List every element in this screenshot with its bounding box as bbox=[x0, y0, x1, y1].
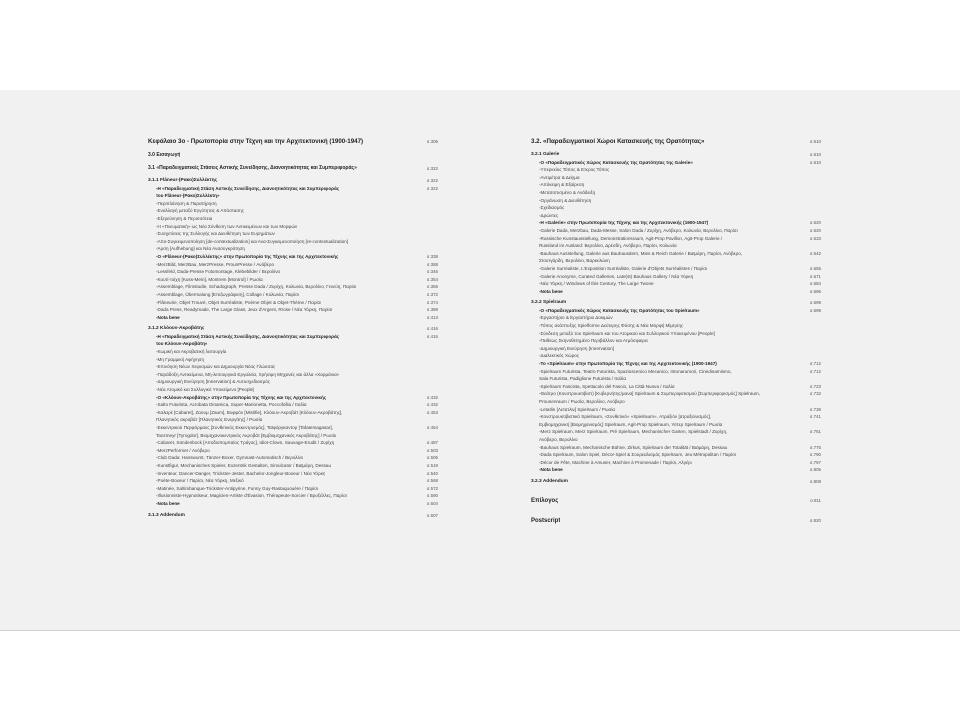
toc-page-number: σ.696 bbox=[809, 288, 821, 294]
toc-entry bbox=[531, 398, 821, 406]
toc-entry-title: -Εξερεύνηση & Περισσότεια bbox=[156, 215, 213, 221]
toc-entry-title: -Russische Kunstausstellung, Demonstrationsraum, Agit-Prop Pavillon, Agit-Prop Galerie / bbox=[539, 235, 723, 241]
toc-entry bbox=[531, 322, 821, 330]
toc-entry bbox=[148, 371, 438, 379]
toc-entry-title: -Nota bene bbox=[156, 314, 180, 320]
toc-entry-title: -MerzPerformer / Ανόβερο bbox=[156, 447, 210, 453]
toc-entry bbox=[148, 470, 438, 478]
toc-entry bbox=[531, 235, 821, 243]
toc-page-number: σ.712 bbox=[809, 368, 821, 374]
toc-entry-title: -Merz Spielraum, Merz Spielraum, Pré Spielraum, Mechanischer Garten, Spielstadt / Ζυρίχη, bbox=[539, 429, 728, 435]
toc-entry-title: 3.2. «Παραδειγματικοί Χώροι Κατασκευής της Ορατότητας» bbox=[531, 138, 705, 145]
toc-entry bbox=[531, 330, 821, 338]
toc-entry-title: -Εκκεντρικού Περφόρμανς [Συνθετικός Εκκεντρισμός], Ταϊφόργκαντορ [Tafatemagasar], bbox=[156, 425, 333, 430]
toc-entry bbox=[148, 215, 438, 223]
toc-entry-title: -Κωμική και Ακροβατική λειτουργία bbox=[156, 349, 227, 355]
toc-entry-title: Postscript bbox=[531, 517, 561, 524]
toc-entry-title: -Ο «Παραδειγματικός Χώρος Κατασκευής της Ορατότητας του Spielraum» bbox=[539, 307, 700, 313]
toc-entry bbox=[531, 174, 821, 182]
toc-entry-title: -Επινόηση Νέων Χειρισμών και Δημιουργία Νέας Γλώσσας bbox=[156, 364, 276, 370]
toc-entry-title: -Nota bene bbox=[539, 467, 563, 473]
toc-entry bbox=[148, 454, 438, 462]
toc-entry-title: -Galerie Anonyme, Curated Galleries, Late(st) Bauhaus Gallery / Νέα Υόρκη bbox=[539, 273, 694, 279]
toc-page-number: σ.607 bbox=[426, 512, 438, 518]
toc-page-number: σ.354 bbox=[426, 276, 438, 282]
toc-entry bbox=[531, 413, 821, 421]
toc-entry bbox=[531, 257, 821, 265]
toc-entry-heading bbox=[531, 466, 821, 474]
toc-entry bbox=[148, 363, 438, 371]
toc-entry bbox=[148, 447, 438, 455]
toc-page-number: σ.820 bbox=[809, 517, 821, 523]
toc-entry-title: -Η «Πνευματική» ως Νέα Σύνθεση των Αντικειμένων και των Μορφών bbox=[156, 223, 298, 229]
toc-entry bbox=[531, 242, 821, 250]
toc-page-number: σ.366 bbox=[426, 284, 438, 290]
toc-entry bbox=[531, 383, 821, 391]
toc-entry-title: -Μη Γραμμική Αφήγηση bbox=[156, 356, 205, 362]
toc-entry-title: Επίλογος bbox=[531, 497, 559, 504]
toc-page-number: σ.590 bbox=[426, 493, 438, 499]
toc-entry bbox=[531, 189, 821, 197]
toc-entry bbox=[148, 207, 438, 215]
toc-page-number: σ.797 bbox=[809, 459, 821, 465]
toc-entry bbox=[148, 299, 438, 307]
toc-page-number: σ.416 bbox=[426, 333, 438, 339]
toc-page-number: σ.732 bbox=[809, 391, 821, 397]
toc-entry bbox=[531, 337, 821, 345]
toc-entry-heading bbox=[531, 219, 821, 227]
toc-entry bbox=[531, 273, 821, 281]
toc-entry-title: Sala Futurista, Padiglione Futurista / Ιταλία bbox=[539, 376, 626, 382]
toc-entry-title: -Εργαστήριο & Εργαστήριο Δοκιμών bbox=[539, 315, 613, 321]
toc-entry bbox=[148, 306, 438, 314]
toc-entry bbox=[531, 204, 821, 212]
toc-page-number: σ.464 bbox=[426, 425, 438, 430]
toc-entry-title: -Poète-Boxeur / Παρίσι, Νέα Υόρκη, Μεξικό bbox=[156, 478, 244, 484]
toc-entry-title: -Πειθεως Σκηνοθετημένο Περιβάλλον και Ατμόσφαιρα bbox=[539, 338, 648, 344]
toc-subsection bbox=[148, 325, 438, 333]
toc-entry-title: -Ο «Flâneur-(Ρακο)Συλλέκτης» στην Πρωτοπορία της Τέχνης και της Αρχιτεκτονικής bbox=[156, 253, 339, 259]
toc-entry-title: -Flâneurie, Objet Trouvé, Objet Surréaliste, Poème Objet & Objet-Thème / Παρίσι bbox=[156, 299, 322, 305]
toc-page-number: σ.712 bbox=[809, 361, 821, 367]
toc-entry-title: -Κουτί-τοίχη [Kuss-Mein], Montrem [Montrol] / Ρωσία bbox=[156, 276, 263, 282]
toc-entry-title: -Απο-Συγκειμενοποίηση [de-contextualization] και Ανα-Συγκειμενοποίηση [re-contextualization] bbox=[156, 238, 349, 244]
toc-entry-title: -Kunstfigur, Mechanisches Spieler, Exzentrik Gestalten, Simulcator / Βαϊμάρη, Dessau bbox=[156, 462, 331, 468]
toc-page-number: σ.761 bbox=[809, 429, 821, 435]
toc-entry-title: -MerzBild, MerzBau, MerzPresse, ProunPresse / Ανόβερο bbox=[156, 261, 275, 267]
toc-entry bbox=[148, 276, 438, 284]
toc-entry bbox=[531, 459, 821, 467]
toc-entry-heading bbox=[148, 333, 438, 341]
toc-page-number: σ.432 bbox=[426, 402, 438, 408]
toc-page-number: σ.610 bbox=[809, 152, 821, 157]
toc-entry-heading bbox=[148, 340, 438, 348]
toc-entry bbox=[148, 378, 438, 386]
toc-entry bbox=[531, 390, 821, 398]
toc-entry-title: -Η «Galerie» στην Πρωτοπορία της Τέχνης και της Αρχιτεκτονικής (1900-1947) bbox=[539, 220, 709, 226]
toc-entry-title: -Θεάτρο (Κονστρουκτιβιστ) [Κυβερνήτης/μανα] Spielraum & Συμπεριφοτισμού [Συμπεριφορισμός] Spielraum, bbox=[539, 391, 761, 397]
toc-entry bbox=[531, 444, 821, 452]
toc-entry-title: -Κονστρουκτιβιστικό Spielraum, «Συνθετικό» «Spielraum», Ατραξιόν [ατραξιονισμός], bbox=[539, 414, 712, 420]
toc-entry-title: -Νέα Υόρκη / Windows of this Century, The Large Twone bbox=[539, 281, 654, 287]
toc-page-number: σ.811 bbox=[810, 497, 821, 503]
toc-entry bbox=[531, 428, 821, 436]
toc-part-heading bbox=[531, 516, 821, 526]
toc-entry-title: -Spielraum Futurista, Teatro Futurista, Spazioscenico Mecanico, Intonarumori, Cinedinamismo, bbox=[539, 368, 732, 374]
toc-page-number: σ.432 bbox=[426, 394, 438, 400]
toc-entry-title: Prounenraum / Ρωσία, Βερολίνο, Ανόβερο bbox=[539, 399, 625, 404]
toc-entry-title: -Καλαρέ [Cabaret], Ζαουμ [Zaum], Βυφφόν [Mistifie], Κλόουν-Ακροβάτ [Κλόουν-Ακροβάτης], bbox=[156, 409, 343, 415]
toc-entry-title: -Lessfeld, Dada-Presse Fotomontage, Klebebilder / Βερολίνο bbox=[156, 269, 281, 275]
toc-entry bbox=[531, 406, 821, 414]
toc-entry bbox=[148, 401, 438, 409]
toc-entry bbox=[148, 348, 438, 356]
toc-entry-title: -Αντιμέτρα & Δείγμα bbox=[539, 174, 580, 180]
toc-entry-title: -Dada Press, Readymade, The Large Glass, Jeux d'Argent, Rrose / Νέα Υόρκη, Παρίσι bbox=[156, 307, 333, 313]
toc-entry-title: -Νέα Ατομικό και Συλλογικό Υποκείμενο [People] bbox=[156, 387, 255, 393]
toc-entry bbox=[531, 368, 821, 376]
toc-entry bbox=[148, 439, 438, 447]
toc-entry-title: -Περιπλάνηση & Παρατήρηση bbox=[156, 200, 217, 206]
toc-entry-title: -Assemblage, Filmstudie, Schadograph, Presse Dada / Ζυρίχη, Κολωνία, Βερολίνο, Γενεύη, Παρίσι bbox=[156, 284, 357, 290]
toc-entry bbox=[148, 238, 438, 246]
toc-entry-title: Ανόβερο, Βερολίνο bbox=[539, 436, 578, 442]
toc-entry-title: -Inventeur, Dancer-Danger, Trickster-Jester, Bachelor-Jongleur-Boxeur / Νέα Υόρκη bbox=[156, 470, 326, 476]
toc-entry-title: Στουτγάρδη, Βερολίνο, Βαρκελώνη bbox=[539, 258, 610, 264]
toc-chapter-heading bbox=[531, 136, 821, 147]
toc-entry-title: 3.1.3 Addendum bbox=[148, 512, 185, 518]
toc-entry bbox=[148, 356, 438, 364]
toc-entry bbox=[531, 181, 821, 189]
toc-entry bbox=[531, 280, 821, 288]
toc-entry-title: -Το «Spielraum» στην Πρωτοπορία της Τέχνης και της Αρχιτεκτονικής (1900-1947) bbox=[539, 361, 717, 367]
toc-entry bbox=[148, 477, 438, 485]
toc-entry bbox=[148, 261, 438, 269]
toc-entry bbox=[148, 424, 438, 432]
toc-part-heading bbox=[531, 496, 821, 506]
toc-page-number: σ.338 bbox=[426, 253, 438, 259]
toc-entry-title: -Συσχετίσεις της Συλλογής και Διευθέτηση των Ευρημάτων bbox=[156, 231, 275, 237]
toc-entry-title: -Υπερκείος Τόπος & Ετερος Τόπος bbox=[539, 167, 610, 173]
toc-entry bbox=[531, 375, 821, 383]
toc-right-column bbox=[531, 136, 821, 526]
toc-entry-title: -Διαλεκτικός Χώρος bbox=[539, 353, 580, 359]
toc-page-number: σ.699 bbox=[809, 300, 821, 306]
toc-page-number: σ.620 bbox=[809, 220, 821, 226]
toc-page-number: σ.739 bbox=[809, 406, 821, 412]
toc-subsection bbox=[148, 177, 438, 185]
toc-page-number: σ.503 bbox=[426, 447, 438, 453]
toc-entry bbox=[148, 291, 438, 299]
toc-entry bbox=[531, 166, 821, 174]
toc-entry bbox=[531, 265, 821, 273]
toc-entry-title: -Assemblage, Übermalung [Επιζωγράφιση], Collage / Κολωνία, Παρίσι bbox=[156, 291, 299, 297]
toc-entry-title: -Cabaret, Sündenbock [Αποδιοπομπαίος Τράγος], Idiot-Clown, Sauvage-Erudit / Ζυρίχη bbox=[156, 440, 335, 446]
toc-page-number: σ.723 bbox=[809, 383, 821, 389]
toc-subsection bbox=[531, 478, 821, 486]
toc-page-number: σ.519 bbox=[426, 462, 438, 468]
toc-page-number: σ.610 bbox=[809, 139, 821, 144]
toc-entry-heading bbox=[531, 288, 821, 296]
toc-page-number: σ.775 bbox=[809, 444, 821, 450]
toc-entry bbox=[531, 345, 821, 353]
toc-entry-title: -Παράδοξη Αντικείμενα, Μη-λειτουργικά Εργαλεία, Χρήσιμη Μηχανές και άλλα «Χαρμάνια» bbox=[156, 371, 340, 377]
toc-entry bbox=[148, 416, 438, 424]
toc-entry-title: 3.2.3 Addendum bbox=[531, 478, 568, 484]
toc-page-number: σ.322 bbox=[426, 166, 438, 171]
toc-entry-title: 3.2.1 Galerie bbox=[531, 152, 560, 157]
toc-entry bbox=[531, 197, 821, 205]
toc-page-number: σ.655 bbox=[809, 265, 821, 271]
toc-page-number: σ.808 bbox=[809, 478, 821, 484]
toc-entry-title: -Spielraum Fascista, Spettacolo del Fascio, La Città Nuova / Ιταλία bbox=[539, 383, 675, 389]
toc-entry-title: -Letatlin [Λετατλιν] Spielraum / Ρωσία bbox=[539, 406, 616, 412]
toc-entry bbox=[148, 432, 438, 440]
toc-entry-title: -Η «Παραδειγματική Στάση Αστικής Συνείδησης, Διανοητικότητας και Συμπεριφοράς bbox=[156, 333, 340, 339]
toc-entry bbox=[148, 283, 438, 291]
toc-entry-title: -Dada Spielraum, Salon Spiel, Décor-Spiel & Σουρεαλισμός Spielraum, Jeu Métropolitan / Παρίσι bbox=[539, 452, 736, 458]
toc-section bbox=[148, 151, 438, 160]
toc-entry bbox=[531, 250, 821, 258]
toc-subsection bbox=[148, 512, 438, 520]
toc-entry-title: -Οργάνωση & Διευθέτηση bbox=[539, 197, 592, 203]
toc-entry-title: -Club Dada: Hanswurst, Tänzer-Boxer, Gymnast-Automatisch / Βερολίνο bbox=[156, 455, 304, 461]
toc-entry-title: -Décor de Fête, Machine à Amuser, Machine à Promenade / Παρίσι, Αλγέρι bbox=[539, 459, 692, 465]
toc-page-number: σ.322 bbox=[426, 185, 438, 191]
toc-page-number: σ.506 bbox=[426, 455, 438, 461]
toc-entry-title: -Άρση [Aufhebung] και Νέα Ανασυγκρότηση bbox=[156, 246, 245, 252]
toc-page-number: σ.416 bbox=[426, 326, 438, 332]
toc-entry bbox=[148, 200, 438, 208]
toc-entry-title: Tanzmeyr [Tyrogdor], Βιομηχανοκεντρικός Ακροβάτ [Εμβιομηχανικός Ακροβάτης] / Ρωσία bbox=[156, 432, 337, 438]
document-page bbox=[0, 90, 960, 631]
toc-entry-heading bbox=[148, 192, 438, 200]
toc-entry bbox=[148, 462, 438, 470]
toc-entry-title: -Σχεδιασμός bbox=[539, 205, 565, 211]
toc-page-number: σ.305 bbox=[426, 139, 438, 144]
toc-entry bbox=[531, 314, 821, 322]
toc-page-number: σ.372 bbox=[426, 291, 438, 297]
toc-entry-title: -Η «Παραδειγματική Στάση Αστικής Συνείδησης, Διανοητικότητας και Συμπεριφοράς bbox=[156, 185, 340, 191]
toc-entry bbox=[531, 451, 821, 459]
toc-entry-title: του Flâneur-(Ρακο)Συλλέκτη» bbox=[156, 193, 220, 199]
toc-page-number: σ.805 bbox=[809, 467, 821, 473]
toc-entry-title: -Bauhaus Ausstellung, Galerie aus Bauhausdern, Mies & Reich Galerie / Βαϊμάρη, Παρίσι, Ανόβερο, bbox=[539, 250, 743, 256]
toc-entry-title: 3.1.2 Κλόουν-Ακροβάτης bbox=[148, 326, 205, 332]
toc-entry-title: -Matinée, Saltimbanque-Trickster-Antipyrine, Funny Guy-Rastaquouère / Παρίσι bbox=[156, 485, 319, 491]
toc-entry-title: -Εναλλαγή μεταξύ Εγγύτητας & Απόστασης bbox=[156, 208, 244, 214]
toc-page-number: σ.699 bbox=[809, 307, 821, 313]
toc-page-number: σ.374 bbox=[426, 299, 438, 305]
toc-entry bbox=[531, 212, 821, 220]
toc-entry bbox=[531, 227, 821, 235]
toc-page-number: σ.453 bbox=[426, 409, 438, 415]
toc-entry bbox=[531, 352, 821, 360]
toc-entry-title: -Τόπος ανάπτυξης Spielforme Δεύτερης Φύσης & Νέα Μορφή Μίμησης bbox=[539, 323, 684, 329]
toc-page-number: σ.610 bbox=[809, 159, 821, 165]
toc-subsection bbox=[531, 299, 821, 307]
toc-entry-heading bbox=[148, 185, 438, 193]
toc-entry-title: -Bauhaus Spielraum, Mechanische Bühne, Zirkus, Spielraum der Totalität / Βαϊμάρη, Dessau bbox=[539, 444, 728, 450]
toc-entry-title: -Illusionniste-Hypnotiseur, Magicien-Artiste d'Évasion, Thérapeute-Sorcier / Βρυξέλλες, Παρίσι bbox=[156, 493, 347, 499]
toc-entry-heading bbox=[531, 307, 821, 315]
toc-page-number: σ.540 bbox=[426, 470, 438, 476]
toc-page-number: σ.604 bbox=[426, 500, 438, 506]
toc-page-number: σ.568 bbox=[426, 478, 438, 484]
toc-entry-title: -Δημιουργική Ενεύρηση [Innervation] & Αυτοσχεδιασμός bbox=[156, 379, 271, 385]
toc-entry-heading bbox=[148, 253, 438, 261]
toc-entry-title: -Απόκειμη & Εξαίρεση bbox=[539, 182, 585, 188]
toc-page-number: σ.642 bbox=[809, 250, 821, 256]
toc-entry bbox=[148, 386, 438, 394]
toc-page-number: σ.572 bbox=[426, 485, 438, 491]
toc-entry-title: -Galerie Dada, Merzbau, Dada-Messe, Salon Dada / Ζυρίχη, Ανόβερο, Κολωνία, Βερολίνο, Παρίσι bbox=[539, 227, 738, 233]
toc-entry-title: -Ο «Παραδειγματικός Χώρος Κατασκευής της Ορατότητας της Galerie» bbox=[539, 159, 693, 165]
toc-entry-title: -Galerie Surréaliste, L'Exposition Surréaliste, Galerie d'Objets Surréalistes / Παρίσι bbox=[539, 265, 708, 271]
toc-entry bbox=[148, 492, 438, 500]
toc-chapter-heading bbox=[148, 136, 438, 147]
toc-entry bbox=[148, 409, 438, 417]
toc-entry-title: 3.1.1 Flâneur-(Ρακο)Συλλέκτης bbox=[148, 178, 218, 183]
toc-page-number: σ.620 bbox=[809, 227, 821, 233]
toc-page-number: σ.671 bbox=[809, 273, 821, 279]
toc-page-number: σ.346 bbox=[426, 269, 438, 275]
toc-entry-title: Russland im Ausland: Βερολίνο, Δρέσδη, Ανόβερο, Παρίσι, Κολωνία bbox=[539, 243, 677, 249]
toc-entry bbox=[148, 230, 438, 238]
toc-entry-title: -Σύνδεση μεταξύ του Spielraum και του Ατομικού και Συλλογικού Υποκειμένου [People] bbox=[539, 330, 715, 336]
toc-entry-title: -Nota bene bbox=[539, 288, 563, 294]
toc-entry-title: 3.1 «Παραδειγματικές Στάσεις Αστικής Συνείδησης, Διανοητικότητας και Συμπεριφοράς» bbox=[148, 165, 357, 171]
toc-page-number: σ.633 bbox=[809, 235, 821, 241]
toc-entry-title: 3.2.2 Spielraum bbox=[531, 300, 567, 306]
toc-entry-title: -Ο «Κλόουν-Ακροβάτης» στην Πρωτοπορία της Τέχνης και της Αρχιτεκτονικής bbox=[156, 394, 327, 400]
toc-entry-title: -Nota bene bbox=[156, 500, 180, 506]
toc-entry-title: -Δρώντες bbox=[539, 212, 559, 218]
toc-page-number: σ.684 bbox=[809, 281, 821, 287]
toc-entry bbox=[531, 421, 821, 429]
toc-section bbox=[148, 164, 438, 173]
toc-entry bbox=[148, 245, 438, 253]
toc-entry-heading bbox=[148, 314, 438, 322]
toc-entry-heading bbox=[148, 500, 438, 508]
toc-entry-heading bbox=[148, 394, 438, 402]
toc-entry bbox=[531, 436, 821, 444]
toc-page-number: σ.790 bbox=[809, 452, 821, 458]
toc-left-column bbox=[148, 136, 438, 519]
toc-entry bbox=[148, 485, 438, 493]
toc-page-number: σ.389 bbox=[426, 307, 438, 313]
toc-entry-title: Πλανητικός ακροβάτ [Πλανητικός Ενεργίτης] / Ρωσία bbox=[156, 417, 263, 423]
toc-page-number: σ.487 bbox=[426, 440, 438, 446]
toc-page-number: σ.388 bbox=[426, 261, 438, 267]
toc-entry-title: -Μετατοπισμένο & Ανάδειξη bbox=[539, 189, 596, 195]
toc-subsection bbox=[531, 151, 821, 159]
toc-entry-title: Κεφάλαιο 3ο - Πρωτοπορία στην Τέχνη και την Αρχιτεκτονική (1900-1947) bbox=[148, 138, 364, 145]
toc-page-number: σ.741 bbox=[809, 414, 821, 420]
toc-entry-title: 3.0 Εισαγωγή bbox=[148, 152, 181, 158]
toc-entry-title: του Κλόουν-Ακροβάτη» bbox=[156, 341, 208, 347]
toc-page-number: σ.322 bbox=[426, 178, 438, 183]
toc-entry bbox=[148, 223, 438, 231]
toc-entry bbox=[148, 268, 438, 276]
toc-entry-title: -Salto Futurista, Acrobata Dinamica, Super-Marionetta, Poccofollia / Ιταλία bbox=[156, 402, 307, 408]
toc-page-number: σ.413 bbox=[426, 314, 438, 320]
toc-entry-heading bbox=[531, 360, 821, 368]
toc-entry-title: -Δημιουργική Ενεύρηση [Innervation] bbox=[539, 345, 614, 351]
toc-entry-heading bbox=[531, 159, 821, 167]
toc-entry-title: Εμβιομηχανική [Βιομηχανισμός] Spielraum, Agit-Prop Spielraum, Υστερ Spielraum / Ρωσία bbox=[539, 421, 723, 427]
